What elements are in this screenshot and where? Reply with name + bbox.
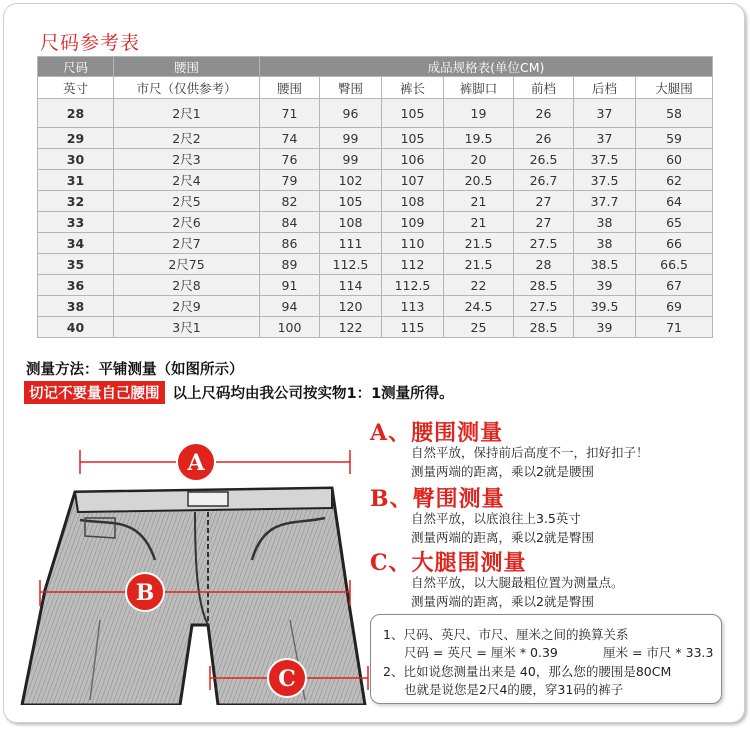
table-cell: 30 bbox=[38, 149, 114, 170]
table-cell: 105 bbox=[382, 128, 444, 149]
table-cell: 100 bbox=[260, 317, 320, 338]
table-cell: 74 bbox=[260, 128, 320, 149]
table-cell: 29 bbox=[38, 128, 114, 149]
table-cell: 111 bbox=[320, 233, 382, 254]
table-header-row-2 bbox=[38, 77, 713, 99]
warning-badge: 切记不要量自己腰围 bbox=[24, 381, 165, 404]
table-cell: 26.7 bbox=[514, 170, 574, 191]
column-header: 前档 bbox=[514, 77, 574, 99]
jeans-diagram bbox=[20, 420, 390, 705]
table-cell: 122 bbox=[320, 317, 382, 338]
table-cell: 66 bbox=[636, 233, 713, 254]
table-cell: 91 bbox=[260, 275, 320, 296]
table-cell: 33 bbox=[38, 212, 114, 233]
table-cell: 26 bbox=[514, 128, 574, 149]
table-header-cell: 尺码 bbox=[38, 57, 114, 77]
table-cell: 21 bbox=[444, 212, 514, 233]
table-cell: 32 bbox=[38, 191, 114, 212]
column-header: 市尺（仅供参考） bbox=[114, 77, 260, 99]
table-cell: 94 bbox=[260, 296, 320, 317]
table-cell: 35 bbox=[38, 254, 114, 275]
table-cell: 25 bbox=[444, 317, 514, 338]
table-cell: 115 bbox=[382, 317, 444, 338]
table-row bbox=[38, 317, 713, 338]
table-cell: 26.5 bbox=[514, 149, 574, 170]
table-cell: 24.5 bbox=[444, 296, 514, 317]
table-row bbox=[38, 99, 713, 128]
label-a: A bbox=[187, 450, 205, 476]
table-cell: 65 bbox=[636, 212, 713, 233]
measurement-note: 以上尺码均由我公司按实物1：1测量所得。 bbox=[172, 385, 454, 402]
section-a-desc: 自然平放，保持前后高度不一，扣好扣子！ 测量两端的距离，乘以2就是腰围 bbox=[411, 445, 649, 479]
table-cell: 28 bbox=[38, 99, 114, 128]
table-cell: 99 bbox=[320, 128, 382, 149]
table-cell: 71 bbox=[636, 317, 713, 338]
table-row bbox=[38, 212, 713, 233]
section-c-title: C、大腿围测量 bbox=[370, 550, 527, 576]
conversion-line-1: 1、尺码、英尺、市尺、厘米之间的换算关系 bbox=[383, 627, 629, 642]
page-title: 尺码参考表 bbox=[40, 32, 141, 54]
table-header-cell: 腰围 bbox=[114, 57, 260, 77]
table-cell: 39 bbox=[574, 317, 636, 338]
table-cell: 26 bbox=[514, 99, 574, 128]
table-cell: 67 bbox=[636, 275, 713, 296]
table-cell: 113 bbox=[382, 296, 444, 317]
table-cell: 96 bbox=[320, 99, 382, 128]
table-cell: 66.5 bbox=[636, 254, 713, 275]
label-c: C bbox=[278, 666, 296, 692]
table-cell: 27.5 bbox=[514, 233, 574, 254]
table-cell: 120 bbox=[320, 296, 382, 317]
table-cell: 19 bbox=[444, 99, 514, 128]
table-cell: 110 bbox=[382, 233, 444, 254]
table-cell: 2尺75 bbox=[114, 254, 260, 275]
label-b: B bbox=[135, 580, 155, 606]
table-row bbox=[38, 149, 713, 170]
table-cell: 37.7 bbox=[574, 191, 636, 212]
table-cell: 2尺6 bbox=[114, 212, 260, 233]
table-cell: 28 bbox=[514, 254, 574, 275]
table-cell: 36 bbox=[38, 275, 114, 296]
table-row bbox=[38, 233, 713, 254]
table-cell: 2尺9 bbox=[114, 296, 260, 317]
table-cell: 58 bbox=[636, 99, 713, 128]
table-cell: 20 bbox=[444, 149, 514, 170]
table-cell: 19.5 bbox=[444, 128, 514, 149]
table-cell: 3尺1 bbox=[114, 317, 260, 338]
size-table bbox=[37, 56, 713, 338]
table-cell: 37.5 bbox=[574, 170, 636, 191]
table-cell: 105 bbox=[320, 191, 382, 212]
table-cell: 2尺3 bbox=[114, 149, 260, 170]
table-row bbox=[38, 275, 713, 296]
column-header: 臀围 bbox=[320, 77, 382, 99]
table-cell: 37 bbox=[574, 128, 636, 149]
column-header: 后档 bbox=[574, 77, 636, 99]
table-cell: 108 bbox=[382, 191, 444, 212]
table-cell: 59 bbox=[636, 128, 713, 149]
section-b-title: B、臀围测量 bbox=[370, 486, 505, 512]
table-cell: 28.5 bbox=[514, 275, 574, 296]
table-cell: 40 bbox=[38, 317, 114, 338]
table-cell: 27 bbox=[514, 191, 574, 212]
table-cell: 31 bbox=[38, 170, 114, 191]
table-cell: 37.5 bbox=[574, 149, 636, 170]
table-cell: 112.5 bbox=[320, 254, 382, 275]
column-header: 裤脚口 bbox=[444, 77, 514, 99]
conversion-line-4: 也就是说您是2尺4的腰，穿31码的裤子 bbox=[404, 682, 624, 697]
section-b-desc: 自然平放，以底浪往上3.5英寸 测量两端的距离，乘以2就是臀围 bbox=[411, 511, 594, 545]
conversion-box bbox=[370, 614, 722, 704]
table-cell: 71 bbox=[260, 99, 320, 128]
table-cell: 105 bbox=[382, 99, 444, 128]
table-cell: 21 bbox=[444, 191, 514, 212]
jeans-illustration bbox=[22, 488, 365, 705]
table-row bbox=[38, 296, 713, 317]
table-cell: 84 bbox=[260, 212, 320, 233]
table-row bbox=[38, 254, 713, 275]
table-cell: 28.5 bbox=[514, 317, 574, 338]
table-cell: 64 bbox=[636, 191, 713, 212]
conversion-line-2a: 尺码 = 英尺 = 厘米 * 0.39 bbox=[404, 645, 558, 660]
table-cell: 34 bbox=[38, 233, 114, 254]
table-cell: 38 bbox=[38, 296, 114, 317]
table-cell: 38 bbox=[574, 212, 636, 233]
table-row bbox=[38, 128, 713, 149]
table-cell: 20.5 bbox=[444, 170, 514, 191]
table-cell: 69 bbox=[636, 296, 713, 317]
table-cell: 89 bbox=[260, 254, 320, 275]
table-cell: 27.5 bbox=[514, 296, 574, 317]
column-header: 大腿围 bbox=[636, 77, 713, 99]
table-cell: 2尺4 bbox=[114, 170, 260, 191]
table-header-row-1 bbox=[38, 57, 713, 77]
table-cell: 39.5 bbox=[574, 296, 636, 317]
table-cell: 112 bbox=[382, 254, 444, 275]
table-header-cell: 成品规格表(单位CM) bbox=[260, 57, 713, 77]
table-cell: 62 bbox=[636, 170, 713, 191]
warning-line bbox=[24, 381, 454, 403]
table-cell: 107 bbox=[382, 170, 444, 191]
table-row bbox=[38, 191, 713, 212]
table-cell: 60 bbox=[636, 149, 713, 170]
table-cell: 21.5 bbox=[444, 254, 514, 275]
table-cell: 38.5 bbox=[574, 254, 636, 275]
table-cell: 112.5 bbox=[382, 275, 444, 296]
table-cell: 79 bbox=[260, 170, 320, 191]
table-cell: 109 bbox=[382, 212, 444, 233]
table-cell: 108 bbox=[320, 212, 382, 233]
table-cell: 37 bbox=[574, 99, 636, 128]
table-cell: 82 bbox=[260, 191, 320, 212]
table-cell: 2尺7 bbox=[114, 233, 260, 254]
table-cell: 102 bbox=[320, 170, 382, 191]
table-row bbox=[38, 170, 713, 191]
table-cell: 22 bbox=[444, 275, 514, 296]
column-header: 腰围 bbox=[260, 77, 320, 99]
conversion-line-3: 2、比如说您测量出来是 40，那么您的腰围是80CM bbox=[383, 664, 672, 679]
table-cell: 38 bbox=[574, 233, 636, 254]
table-cell: 2尺8 bbox=[114, 275, 260, 296]
table-cell: 2尺1 bbox=[114, 99, 260, 128]
table-cell: 27 bbox=[514, 212, 574, 233]
table-cell: 106 bbox=[382, 149, 444, 170]
table-cell: 2尺5 bbox=[114, 191, 260, 212]
table-cell: 114 bbox=[320, 275, 382, 296]
section-c-desc: 自然平放，以大腿最粗位置为测量点。 测量两端的距离，乘以2就是臀围 bbox=[411, 575, 624, 609]
table-cell: 21.5 bbox=[444, 233, 514, 254]
measure-line-a bbox=[80, 443, 350, 481]
section-a-title: A、腰围测量 bbox=[370, 420, 504, 446]
table-cell: 99 bbox=[320, 149, 382, 170]
table-cell: 2尺2 bbox=[114, 128, 260, 149]
column-header: 英寸 bbox=[38, 77, 114, 99]
table-cell: 86 bbox=[260, 233, 320, 254]
measure-method-label: 测量方法：平铺测量（如图所示） bbox=[26, 362, 244, 378]
table-cell: 76 bbox=[260, 149, 320, 170]
table-cell: 39 bbox=[574, 275, 636, 296]
conversion-line-2b: 厘米 = 市尺 * 33.3 bbox=[603, 645, 714, 660]
column-header: 裤长 bbox=[382, 77, 444, 99]
